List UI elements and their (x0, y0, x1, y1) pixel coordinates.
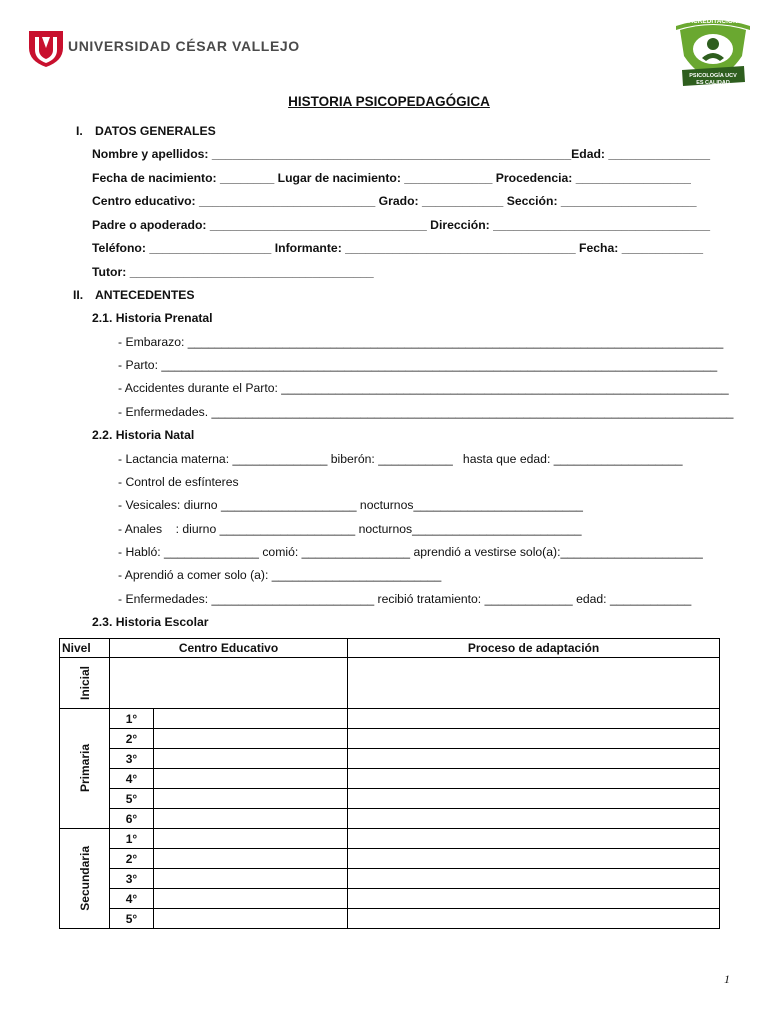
blank-padre[interactable]: ________________________________ (209, 218, 427, 232)
natal-item[interactable]: - Habló: ______________ comió: ________________ aprendió a vestirse solo(a):_____________________ (118, 545, 703, 559)
blank-fecha-nacimiento[interactable]: ________ (220, 171, 275, 185)
form-row-tutor (92, 264, 374, 280)
prenatal-item[interactable]: - Enfermedades. _____________________________________________________________________________ (118, 405, 734, 419)
proceso-cell[interactable] (348, 909, 720, 929)
form-row-centro (92, 193, 696, 209)
level-cell-inicial (60, 658, 110, 709)
blank-procedencia[interactable]: _________________ (575, 171, 691, 185)
level-cell-secundaria (60, 829, 110, 929)
label-fecha-nacimiento: Fecha de nacimiento: (92, 171, 217, 185)
table-row (60, 789, 720, 809)
proceso-cell[interactable] (348, 889, 720, 909)
grade-cell: 5° (110, 909, 154, 929)
form-row-nombre (92, 146, 710, 162)
level-cell-primaria (60, 709, 110, 829)
label-centro-educativo: Centro educativo: (92, 194, 196, 208)
university-logo (28, 28, 300, 68)
natal-item[interactable]: - Anales : diurno ____________________ nocturnos_________________________ (118, 522, 582, 536)
natal-item[interactable]: - Lactancia materna: ______________ biberón: ___________ hasta que edad: ___________________ (118, 452, 683, 466)
grade-cell: 1° (110, 709, 154, 729)
school-history-table (59, 638, 720, 929)
centro-cell[interactable] (154, 809, 348, 829)
label-informante: Informante: (274, 241, 342, 255)
grade-cell: 3° (110, 869, 154, 889)
prenatal-item[interactable]: - Accidentes durante el Parto: __________________________________________________________________ (118, 381, 729, 395)
proceso-cell[interactable] (348, 789, 720, 809)
grade-cell: 5° (110, 789, 154, 809)
seal-top-text: ACREDITACIÓN (688, 18, 738, 25)
blank-edad[interactable]: _______________ (608, 147, 711, 161)
section-2-heading: ANTECEDENTES (95, 288, 195, 302)
natal-item: - Control de esfínteres (118, 475, 239, 489)
level-label-inicial: Inicial (77, 665, 92, 700)
seal-line-1: PSICOLOGÍA UCV (689, 73, 737, 79)
section-1-heading: DATOS GENERALES (95, 124, 216, 138)
table-row (60, 829, 720, 849)
table-header-row (60, 639, 720, 658)
label-padre: Padre o apoderado: (92, 218, 207, 232)
level-label-primaria: Primaria (77, 744, 92, 793)
accreditation-seal (672, 16, 754, 92)
proceso-cell[interactable] (348, 729, 720, 749)
blank-fecha[interactable]: ____________ (621, 241, 704, 255)
seal-line-2: ES CALIDAD (696, 80, 730, 86)
prenatal-item[interactable]: - Parto: __________________________________________________________________________________ (118, 358, 718, 372)
centro-cell[interactable] (154, 709, 348, 729)
form-row-telefono (92, 240, 703, 256)
document-title: HISTORIA PSICOPEDAGÓGICA (288, 94, 490, 109)
table-row (60, 729, 720, 749)
table-row (60, 849, 720, 869)
blank-grado[interactable]: ____________ (421, 194, 504, 208)
natal-item[interactable]: - Enfermedades: ________________________ recibió tratamiento: _____________ edad: ____________ (118, 592, 692, 606)
table-row (60, 889, 720, 909)
table-row-inicial (60, 658, 720, 709)
proceso-cell[interactable] (348, 749, 720, 769)
form-row-padre (92, 217, 710, 233)
natal-item[interactable]: - Vesicales: diurno ____________________ nocturnos_________________________ (118, 498, 583, 512)
blank-lugar-nacimiento[interactable]: _____________ (404, 171, 493, 185)
centro-cell[interactable] (154, 849, 348, 869)
label-seccion: Sección: (506, 194, 558, 208)
grade-cell: 6° (110, 809, 154, 829)
proceso-cell[interactable] (348, 829, 720, 849)
centro-cell[interactable] (154, 909, 348, 929)
label-nombre: Nombre y apellidos: (92, 147, 209, 161)
page-number: 1 (724, 972, 730, 986)
centro-cell[interactable] (154, 729, 348, 749)
header-centro-educativo: Centro Educativo (110, 639, 348, 658)
blank-tutor[interactable]: ____________________________________ (129, 265, 374, 279)
grade-cell: 1° (110, 829, 154, 849)
subsection-prenatal-heading: 2.1. Historia Prenatal (92, 311, 213, 325)
centro-cell[interactable] (154, 889, 348, 909)
label-procedencia: Procedencia: (495, 171, 573, 185)
prenatal-item[interactable]: - Embarazo: _______________________________________________________________________________ (118, 335, 724, 349)
label-edad: Edad: (571, 147, 605, 161)
proceso-cell[interactable] (348, 658, 720, 709)
section-1-number: I. (76, 124, 83, 138)
centro-cell[interactable] (154, 869, 348, 889)
centro-cell[interactable] (154, 789, 348, 809)
centro-cell[interactable] (110, 658, 348, 709)
subsection-natal-heading: 2.2. Historia Natal (92, 428, 195, 442)
natal-item[interactable]: - Aprendió a comer solo (a): _________________________ (118, 568, 442, 582)
proceso-cell[interactable] (348, 809, 720, 829)
label-grado: Grado: (378, 194, 419, 208)
proceso-cell[interactable] (348, 769, 720, 789)
table-row (60, 749, 720, 769)
table-row (60, 809, 720, 829)
grade-cell: 2° (110, 849, 154, 869)
centro-cell[interactable] (154, 749, 348, 769)
header-proceso-adaptacion: Proceso de adaptación (348, 639, 720, 658)
blank-direccion[interactable]: ________________________________ (493, 218, 711, 232)
label-tutor: Tutor: (92, 265, 127, 279)
university-name: UNIVERSIDAD CÉSAR VALLEJO (68, 38, 300, 54)
level-label-secundaria: Secundaria (77, 846, 92, 911)
blank-seccion[interactable]: ____________________ (560, 194, 697, 208)
table-row (60, 909, 720, 929)
table-row (60, 769, 720, 789)
blank-informante[interactable]: __________________________________ (345, 241, 576, 255)
centro-cell[interactable] (154, 829, 348, 849)
proceso-cell[interactable] (348, 869, 720, 889)
section-2-number: II. (73, 288, 84, 302)
label-fecha: Fecha: (579, 241, 619, 255)
proceso-cell[interactable] (348, 849, 720, 869)
centro-cell[interactable] (154, 769, 348, 789)
table-row (60, 709, 720, 729)
label-telefono: Teléfono: (92, 241, 146, 255)
header-nivel: Nivel (60, 639, 110, 658)
grade-cell: 4° (110, 889, 154, 909)
grade-cell: 2° (110, 729, 154, 749)
form-row-nacimiento (92, 170, 691, 186)
subsection-escolar-heading: 2.3. Historia Escolar (92, 615, 209, 629)
grade-cell: 4° (110, 769, 154, 789)
blank-centro-educativo[interactable]: __________________________ (199, 194, 376, 208)
label-direccion: Dirección: (430, 218, 490, 232)
ucv-shield-icon (28, 28, 64, 68)
proceso-cell[interactable] (348, 709, 720, 729)
grade-cell: 3° (110, 749, 154, 769)
blank-nombre[interactable]: _____________________________________________________ (211, 147, 572, 161)
table-row (60, 869, 720, 889)
blank-telefono[interactable]: __________________ (149, 241, 272, 255)
label-lugar-nacimiento: Lugar de nacimiento: (277, 171, 401, 185)
